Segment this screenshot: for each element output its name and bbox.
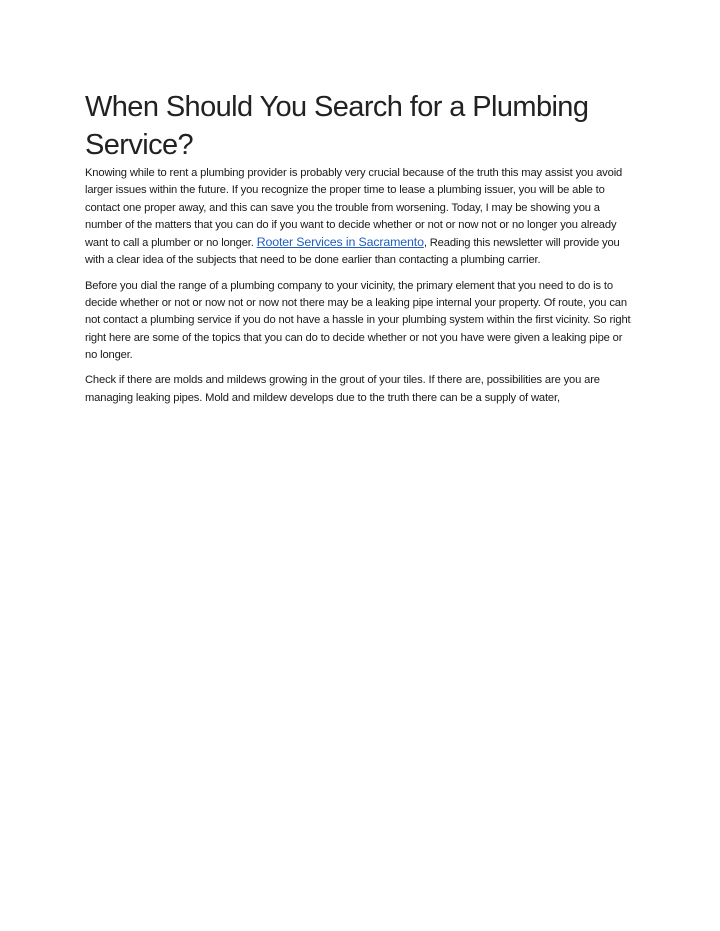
paragraph-1-text-after-link: , Reading this newsletter will provide you with a clear idea of the subjects that need to be done earlier than contacting a plumbing carrier. — [85, 237, 620, 267]
paragraph-1 — [85, 165, 637, 270]
document-title: When Should You Search for a Plumbing Service? — [85, 91, 589, 161]
paragraph-1-text-before-link: Knowing while to rent a plumbing provider is probably very crucial because of the truth this may assist you avoid larger issues within the future. If you recognize the proper time to lease a plumbing issuer, you will be able to contact one proper away, and this can save you the trouble from worsening. Today, I may be showing you a number of the matters that you can do if you want to decide whether or not or now not or no longer you already want to call a plumber or no longer. — [85, 167, 623, 250]
paragraph-2: Before you dial the range of a plumbing company to your vicinity, the primary element that you need to do is to decide whether or not or now not or now not there may be a leaking pipe internal your property. Of route, you can not contact a plumbing service if you do not have a hassle in your plumbing system within the first vicinity. So right right here are some of the topics that you can do to decide whether or not you have were given a leaking pipe or no longer. — [85, 279, 631, 361]
rooter-services-link[interactable]: Rooter Services in Sacramento — [256, 235, 424, 250]
paragraph-3: Check if there are molds and mildews growing in the grout of your tiles. If there are, possibilities are you are managing leaking pipes. Mold and mildew develops due to the truth there can be a supply of water, — [85, 374, 600, 404]
document-content — [85, 88, 637, 415]
